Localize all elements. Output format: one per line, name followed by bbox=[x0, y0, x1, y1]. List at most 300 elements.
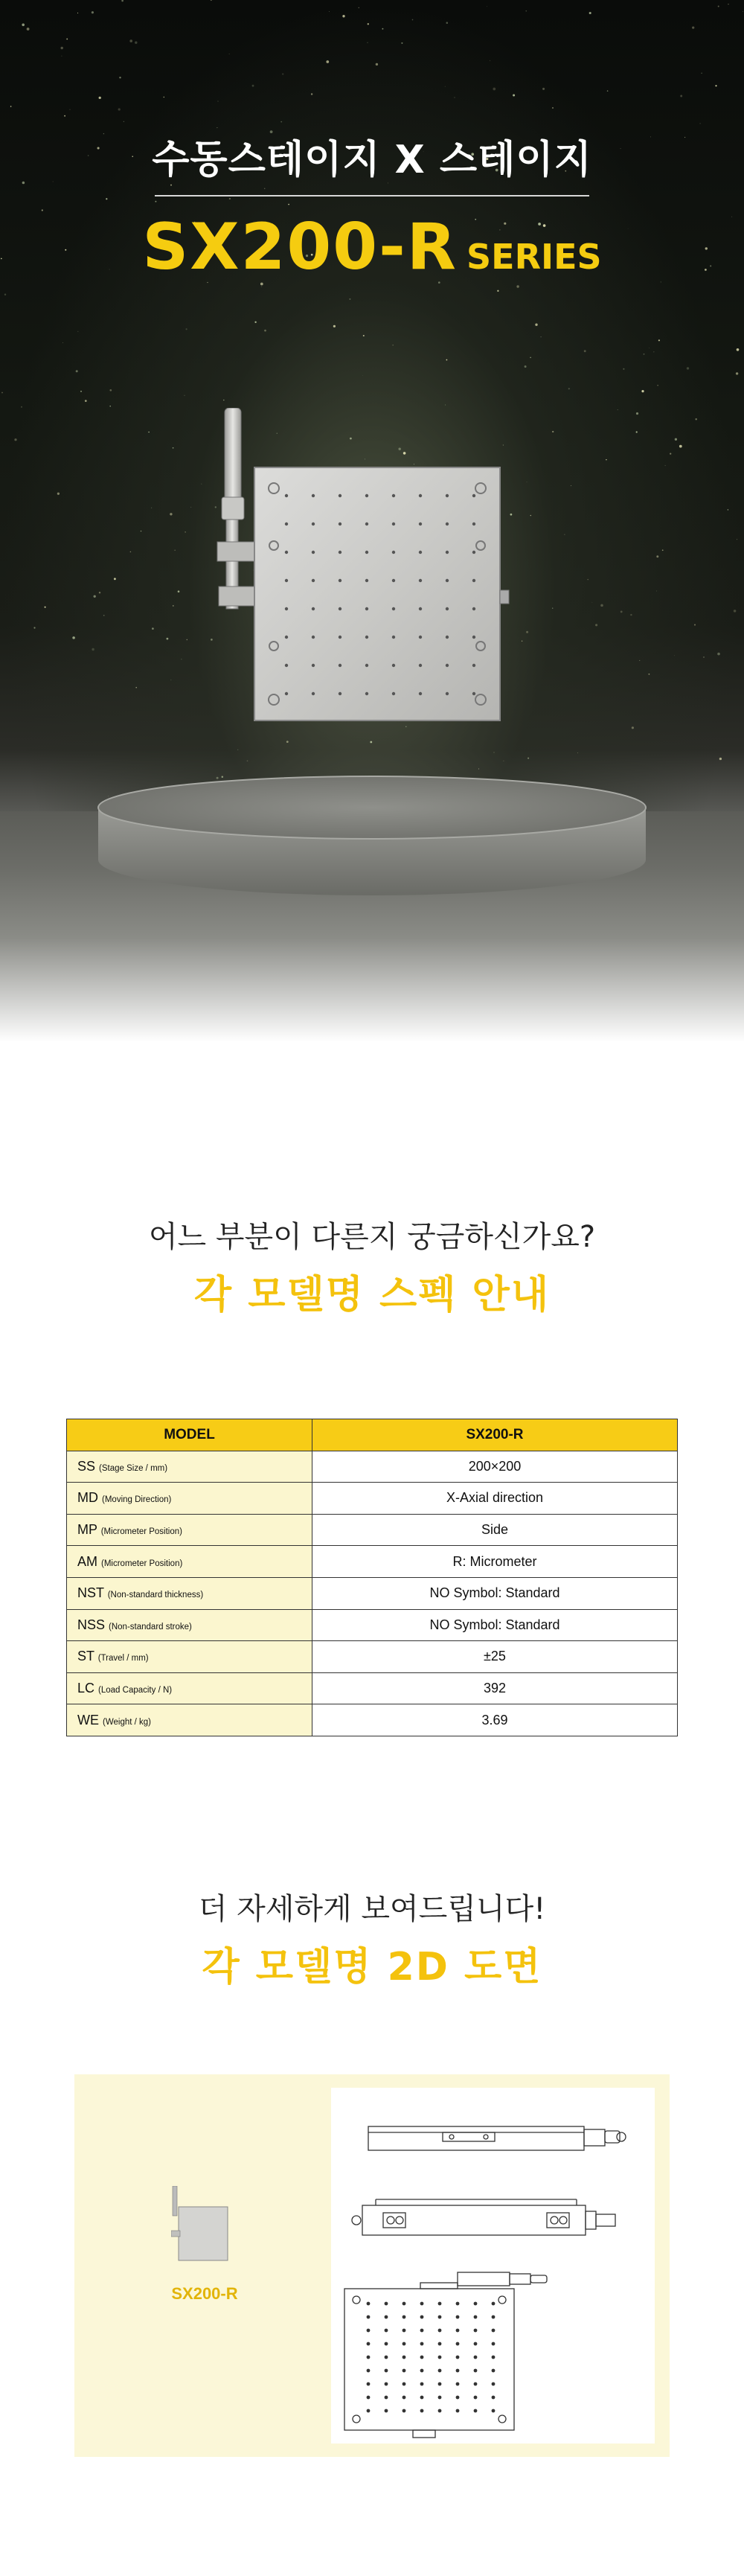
plate-hole bbox=[365, 636, 368, 639]
star bbox=[311, 93, 312, 95]
plate-hole bbox=[312, 522, 315, 525]
plate-hole bbox=[339, 664, 341, 667]
star bbox=[76, 370, 78, 372]
drawing-hole bbox=[492, 2302, 496, 2306]
spec-code: LC bbox=[77, 1681, 95, 1696]
drawing-hole bbox=[438, 2356, 442, 2359]
spec-header-label: MODEL bbox=[67, 1419, 312, 1451]
star bbox=[92, 648, 94, 651]
star bbox=[639, 660, 640, 661]
spec-table-header-row bbox=[67, 1419, 678, 1451]
table-row bbox=[67, 1577, 678, 1609]
spec-code: NST bbox=[77, 1585, 104, 1601]
drawing-hole bbox=[492, 2382, 496, 2386]
plate-hole bbox=[312, 664, 315, 667]
star bbox=[135, 687, 137, 688]
star bbox=[577, 752, 578, 753]
drawing-hole bbox=[474, 2409, 478, 2413]
star bbox=[326, 60, 329, 63]
plate-hole bbox=[419, 607, 422, 610]
star bbox=[632, 726, 634, 729]
drawing-hole bbox=[474, 2369, 478, 2373]
star bbox=[600, 604, 603, 607]
plate-hole bbox=[312, 607, 315, 610]
spec-desc: (Stage Size / mm) bbox=[99, 1463, 168, 1473]
star bbox=[77, 331, 78, 332]
star bbox=[1, 392, 3, 394]
star bbox=[540, 336, 541, 337]
plate-hole bbox=[392, 607, 395, 610]
star bbox=[525, 365, 527, 368]
plate-hole bbox=[419, 494, 422, 497]
plate-hole bbox=[392, 636, 395, 639]
plate-hole bbox=[365, 522, 368, 525]
drawing-hole bbox=[385, 2342, 388, 2346]
star bbox=[280, 121, 282, 123]
spec-row-value: NO Symbol: Standard bbox=[312, 1609, 678, 1641]
plate-hole bbox=[312, 551, 315, 554]
star bbox=[85, 400, 87, 402]
star bbox=[644, 354, 645, 355]
star bbox=[247, 760, 248, 761]
spec-section-heading bbox=[0, 1213, 744, 1319]
star bbox=[21, 406, 22, 408]
star bbox=[636, 412, 638, 415]
star bbox=[166, 638, 168, 640]
star bbox=[148, 432, 150, 433]
star bbox=[675, 438, 677, 441]
spec-row-label bbox=[67, 1546, 312, 1578]
star bbox=[10, 106, 12, 107]
drawing-hole bbox=[438, 2369, 442, 2373]
plate-hole bbox=[419, 636, 422, 639]
plate-hole bbox=[312, 692, 315, 695]
drawing-hole bbox=[492, 2342, 496, 2346]
star bbox=[736, 372, 738, 374]
drawing-panel bbox=[74, 2074, 670, 2457]
star bbox=[130, 552, 132, 553]
plate-hole bbox=[446, 692, 449, 695]
star bbox=[252, 85, 254, 87]
star bbox=[62, 342, 63, 343]
star bbox=[656, 591, 657, 592]
spec-desc: (Non-standard thickness) bbox=[107, 1591, 204, 1600]
spec-row-value: 392 bbox=[312, 1672, 678, 1704]
plate-hole bbox=[446, 636, 449, 639]
plate-hole bbox=[339, 636, 341, 639]
star bbox=[286, 741, 289, 743]
spec-row-value: 200×200 bbox=[312, 1451, 678, 1483]
plate-hole bbox=[419, 664, 422, 667]
spec-row-value: 3.69 bbox=[312, 1704, 678, 1736]
star bbox=[170, 185, 172, 186]
star bbox=[606, 459, 607, 461]
spec-row-label bbox=[67, 1483, 312, 1515]
plate-hole bbox=[339, 494, 341, 497]
star bbox=[178, 590, 180, 592]
drawing-hole bbox=[456, 2342, 460, 2346]
star bbox=[4, 294, 6, 295]
star bbox=[264, 330, 266, 332]
star bbox=[27, 28, 30, 31]
thumbnail-model-label: SX200-R bbox=[171, 2283, 238, 2303]
star bbox=[719, 758, 722, 760]
star bbox=[401, 42, 403, 44]
star bbox=[662, 549, 664, 551]
technical-drawing-2d bbox=[331, 2088, 655, 2444]
star bbox=[99, 97, 101, 99]
drawing-hole bbox=[438, 2302, 442, 2306]
star bbox=[333, 325, 336, 327]
plate-hole bbox=[392, 494, 395, 497]
plate-hole bbox=[392, 551, 395, 554]
spec-row-value: Side bbox=[312, 1514, 678, 1546]
hero-divider bbox=[155, 195, 589, 196]
table-row bbox=[67, 1641, 678, 1673]
star bbox=[288, 204, 289, 205]
drawing-hole bbox=[385, 2302, 388, 2306]
plate-hole bbox=[285, 551, 288, 554]
table-row bbox=[67, 1483, 678, 1515]
star bbox=[623, 368, 624, 370]
drawing-hole bbox=[367, 2329, 371, 2333]
star bbox=[658, 339, 660, 341]
drawing-hole bbox=[474, 2302, 478, 2306]
plate-hole bbox=[285, 607, 288, 610]
star bbox=[670, 453, 671, 454]
plate-hole bbox=[446, 494, 449, 497]
star bbox=[175, 550, 176, 551]
spec-desc: (Load Capacity / N) bbox=[98, 1686, 173, 1696]
star bbox=[717, 653, 720, 656]
hero-banner bbox=[0, 0, 744, 1042]
plate-hole bbox=[285, 692, 288, 695]
star bbox=[737, 348, 740, 351]
star bbox=[33, 627, 35, 628]
spec-code: NSS bbox=[77, 1617, 106, 1632]
star bbox=[493, 88, 496, 91]
star bbox=[679, 445, 682, 448]
star bbox=[94, 595, 96, 598]
star bbox=[64, 115, 65, 117]
drawing-hole bbox=[420, 2409, 424, 2413]
drawing-hole bbox=[456, 2356, 460, 2359]
spec-title: 각 모델명 스펙 안내 bbox=[193, 1273, 551, 1317]
star bbox=[254, 322, 256, 323]
drawing-hole bbox=[492, 2315, 496, 2319]
spec-question: 어느 부분이 다른지 궁금하신가요? bbox=[148, 1220, 596, 1254]
spec-desc: (Travel / mm) bbox=[97, 1654, 149, 1663]
star bbox=[70, 109, 71, 110]
star bbox=[368, 23, 369, 25]
drawing-hole bbox=[385, 2409, 388, 2413]
star bbox=[129, 39, 132, 42]
drawing-hole bbox=[456, 2382, 460, 2386]
star bbox=[173, 605, 174, 607]
star bbox=[648, 674, 650, 675]
xy-stage-product-image bbox=[216, 408, 528, 735]
star bbox=[185, 328, 187, 330]
plate-hole bbox=[285, 636, 288, 639]
star bbox=[526, 10, 527, 11]
plate-hole bbox=[312, 494, 315, 497]
star bbox=[589, 12, 591, 14]
drawing-hole bbox=[438, 2315, 442, 2319]
star bbox=[109, 389, 112, 391]
drawing-hole bbox=[420, 2329, 424, 2333]
drawing-hole bbox=[474, 2315, 478, 2319]
star bbox=[264, 188, 266, 190]
drawing-hole bbox=[385, 2315, 388, 2319]
drawing-hole bbox=[492, 2356, 496, 2359]
drawing-hole bbox=[456, 2302, 460, 2306]
star bbox=[363, 335, 365, 336]
plate-hole bbox=[285, 579, 288, 582]
star bbox=[445, 86, 446, 87]
product-thumbnail-image bbox=[171, 2186, 231, 2268]
drawing-hole bbox=[403, 2369, 406, 2373]
plate-hole bbox=[419, 551, 422, 554]
drawing-hole bbox=[403, 2329, 406, 2333]
spec-header-value: SX200-R bbox=[312, 1419, 678, 1451]
star bbox=[568, 388, 570, 389]
plate-hole bbox=[312, 579, 315, 582]
star bbox=[478, 769, 479, 770]
drawing-hole bbox=[474, 2382, 478, 2386]
drawing-hole bbox=[385, 2356, 388, 2359]
star bbox=[370, 741, 372, 744]
spec-code: WE bbox=[77, 1712, 99, 1728]
star bbox=[454, 97, 455, 98]
spec-row-label bbox=[67, 1641, 312, 1673]
drawing-hole bbox=[385, 2382, 388, 2386]
drawing-hole bbox=[385, 2369, 388, 2373]
star bbox=[99, 592, 100, 593]
star bbox=[155, 201, 156, 202]
star bbox=[592, 602, 593, 603]
plate-hole bbox=[392, 692, 395, 695]
star bbox=[445, 405, 446, 406]
star bbox=[530, 515, 531, 516]
drawing-hole bbox=[456, 2315, 460, 2319]
star bbox=[229, 198, 231, 199]
plate-hole bbox=[339, 522, 341, 525]
plate-hole bbox=[312, 636, 315, 639]
drawing-hole bbox=[403, 2302, 406, 2306]
drawing-hole bbox=[367, 2396, 371, 2400]
plate-hole bbox=[285, 664, 288, 667]
star bbox=[22, 24, 25, 27]
plate-hole bbox=[365, 692, 368, 695]
star bbox=[695, 418, 696, 420]
drawing-hole bbox=[474, 2329, 478, 2333]
drawing-hole bbox=[367, 2369, 371, 2373]
star bbox=[60, 47, 62, 49]
series-model-name: SX200-R bbox=[142, 210, 458, 284]
star bbox=[527, 758, 529, 759]
drawing-hole bbox=[492, 2409, 496, 2413]
star bbox=[329, 11, 330, 12]
drawing-hole bbox=[492, 2369, 496, 2373]
spec-desc: (Micrometer Position) bbox=[100, 1527, 182, 1537]
star bbox=[641, 390, 644, 392]
star bbox=[718, 6, 719, 7]
plate-hole bbox=[419, 522, 422, 525]
spec-table-wrapper bbox=[66, 1419, 678, 1736]
drawing-hole bbox=[456, 2369, 460, 2373]
star bbox=[535, 324, 537, 326]
hero-title: 수동스테이지 X 스테이지 bbox=[152, 138, 592, 182]
drawing-hole bbox=[438, 2342, 442, 2346]
star bbox=[630, 614, 632, 616]
star bbox=[282, 73, 283, 74]
drawing-hole bbox=[403, 2409, 406, 2413]
star bbox=[516, 285, 519, 287]
spec-row-label bbox=[67, 1577, 312, 1609]
spec-row-value: NO Symbol: Standard bbox=[312, 1577, 678, 1609]
drawing-title: 각 모델명 2D 도면 bbox=[202, 1944, 542, 1989]
star bbox=[703, 656, 705, 658]
star bbox=[552, 431, 554, 432]
star bbox=[170, 513, 172, 515]
plate-hole bbox=[472, 522, 475, 525]
plate-hole bbox=[339, 607, 341, 610]
drawing-hole bbox=[420, 2342, 424, 2346]
drawing-hole bbox=[438, 2409, 442, 2413]
star bbox=[552, 607, 553, 608]
star bbox=[412, 19, 414, 21]
star bbox=[342, 15, 344, 17]
plate-hole bbox=[419, 692, 422, 695]
table-row bbox=[67, 1514, 678, 1546]
drawing-hole bbox=[420, 2369, 424, 2373]
table-row bbox=[67, 1672, 678, 1704]
spec-row-value: R: Micrometer bbox=[312, 1546, 678, 1578]
star bbox=[513, 95, 515, 97]
spec-row-value: X-Axial direction bbox=[312, 1483, 678, 1515]
star bbox=[715, 85, 716, 86]
drawing-hole bbox=[456, 2329, 460, 2333]
star bbox=[446, 359, 448, 361]
spec-code: MD bbox=[77, 1490, 98, 1506]
drawing-hole bbox=[367, 2409, 371, 2413]
star bbox=[66, 38, 68, 39]
star bbox=[595, 624, 597, 626]
plate-hole bbox=[339, 579, 341, 582]
spec-desc: (Moving Direction) bbox=[102, 1495, 172, 1505]
star bbox=[114, 578, 116, 580]
drawing-hole bbox=[438, 2329, 442, 2333]
spec-row-label bbox=[67, 1704, 312, 1736]
plate-hole bbox=[472, 579, 475, 582]
plate-hole bbox=[472, 551, 475, 554]
plate-hole bbox=[392, 522, 395, 525]
drawing-hole bbox=[474, 2356, 478, 2359]
plate-hole bbox=[365, 664, 368, 667]
plate-hole bbox=[446, 522, 449, 525]
plate-hole bbox=[472, 664, 475, 667]
drawing-hole bbox=[403, 2342, 406, 2346]
drawing-hole bbox=[456, 2396, 460, 2400]
star bbox=[173, 447, 174, 449]
star bbox=[657, 385, 658, 386]
drawing-hole bbox=[420, 2356, 424, 2359]
star bbox=[564, 534, 565, 535]
star bbox=[61, 56, 62, 57]
star bbox=[587, 579, 588, 580]
drawing-hole bbox=[420, 2315, 424, 2319]
star bbox=[656, 555, 658, 557]
table-row bbox=[67, 1546, 678, 1578]
star bbox=[45, 607, 46, 608]
drawing-hole bbox=[403, 2356, 406, 2359]
plate-hole bbox=[339, 551, 341, 554]
page-bottom-spacer bbox=[0, 2457, 744, 2576]
star bbox=[211, 0, 212, 1]
spec-code: SS bbox=[77, 1458, 96, 1474]
star bbox=[92, 11, 94, 13]
plate-hole bbox=[472, 636, 475, 639]
star bbox=[135, 41, 137, 43]
star bbox=[57, 493, 60, 495]
star bbox=[223, 400, 225, 401]
star bbox=[382, 28, 383, 30]
spec-row-label bbox=[67, 1609, 312, 1641]
star bbox=[218, 101, 219, 102]
star bbox=[119, 77, 121, 78]
drawing-hole bbox=[403, 2396, 406, 2400]
drawing-hole bbox=[420, 2396, 424, 2400]
plate-hole bbox=[392, 579, 395, 582]
drawing-section-heading bbox=[0, 1885, 744, 1991]
star bbox=[680, 95, 682, 98]
plate-hole bbox=[472, 607, 475, 610]
spec-table bbox=[66, 1419, 678, 1736]
star bbox=[362, 375, 363, 376]
drawing-hole bbox=[403, 2382, 406, 2386]
star bbox=[72, 636, 75, 639]
spec-row-label bbox=[67, 1514, 312, 1546]
drawing-hole bbox=[492, 2329, 496, 2333]
plate-hole bbox=[446, 607, 449, 610]
star bbox=[552, 107, 553, 108]
star bbox=[376, 63, 378, 65]
hero-series-title bbox=[0, 210, 744, 284]
plate-hole bbox=[285, 522, 288, 525]
star bbox=[607, 90, 609, 92]
star bbox=[106, 198, 107, 199]
drawing-hole bbox=[403, 2315, 406, 2319]
drawing-hole bbox=[420, 2382, 424, 2386]
drawing-hole bbox=[367, 2302, 371, 2306]
drawing-hole bbox=[474, 2396, 478, 2400]
star bbox=[734, 610, 737, 613]
drawing-hole bbox=[367, 2342, 371, 2346]
spec-code: MP bbox=[77, 1522, 97, 1538]
spec-row-value: ±25 bbox=[312, 1641, 678, 1673]
plate-hole bbox=[365, 607, 368, 610]
star bbox=[636, 431, 638, 432]
drawing-hole bbox=[438, 2382, 442, 2386]
plate-hole bbox=[446, 664, 449, 667]
star bbox=[211, 639, 213, 641]
plate-hole bbox=[285, 494, 288, 497]
star bbox=[674, 655, 675, 656]
star bbox=[542, 88, 545, 90]
drawing-hole bbox=[385, 2329, 388, 2333]
drawing-hole bbox=[420, 2302, 424, 2306]
star bbox=[121, 0, 124, 1]
